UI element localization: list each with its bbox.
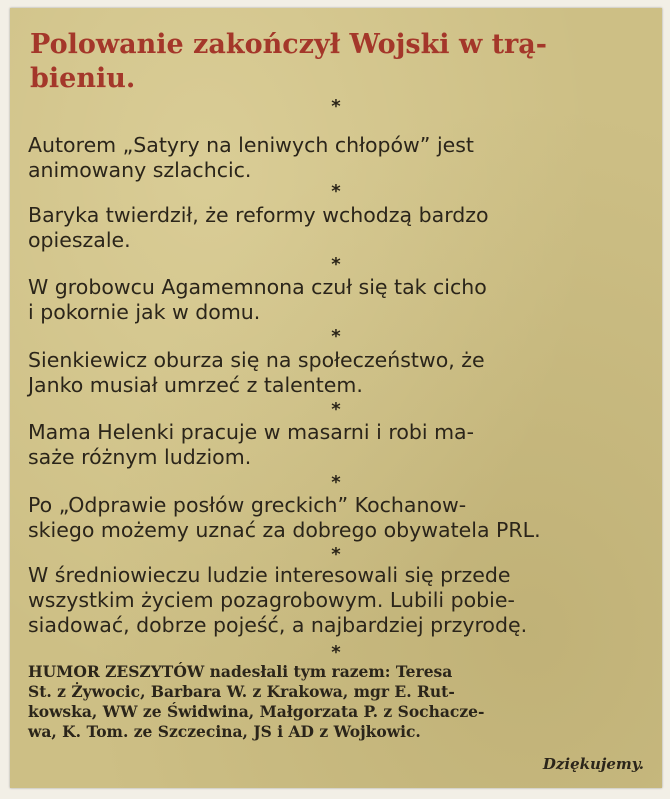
thanks-signoff: Dziękujemy.	[542, 755, 644, 773]
humor-entry-5: Mama Helenki pracuje w masarni i robi ma- saże różnym ludziom.	[28, 420, 475, 469]
asterisk-separator: *	[331, 326, 341, 347]
headline-line: bieniu.	[30, 63, 136, 94]
humor-entry-2: Baryka twierdził, że reformy wchodzą bardzo opieszale.	[28, 203, 489, 252]
asterisk-separator: *	[331, 96, 341, 117]
asterisk-separator: *	[331, 642, 341, 663]
headline	[30, 28, 650, 96]
asterisk-separator: *	[331, 544, 341, 565]
humor-entry-1: Autorem „Satyry na leniwych chłopów” jest animowany szlachcic.	[28, 133, 474, 182]
asterisk-separator: *	[331, 472, 341, 493]
asterisk-separator: *	[331, 399, 341, 420]
newspaper-clipping	[10, 8, 662, 788]
humor-entry-3: W grobowcu Agamemnona czuł się tak cicho i pokornie jak w domu.	[28, 275, 487, 324]
humor-entry-7: W średniowieczu ludzie interesowali się przede wszystkim życiem pozagrobowym. Lubili pobie- siadować, dobrze pojeść, a najbardziej przyrodę.	[28, 563, 528, 637]
asterisk-separator: *	[331, 181, 341, 202]
asterisk-separator: *	[331, 254, 341, 275]
credits-paragraph: HUMOR ZESZYTÓW nadesłali tym razem: Teresa St. z Żywocic, Barbara W. z Krakowa, mgr E. Rut- kowska, WW ze Świdwina, Małgorzata P. z Sochacze- wa, K. Tom. ze Szczecina, JS i AD z Wojkowic.	[28, 662, 485, 741]
headline-line: Polowanie zakończył Wojski w trą-	[30, 29, 547, 60]
humor-entry-4: Sienkiewicz oburza się na społeczeństwo, że Janko musiał umrzeć z talentem.	[28, 348, 485, 397]
humor-entry-6: Po „Odprawie posłów greckich” Kochanow- skiego możemy uznać za dobrego obywatela PRL.	[28, 493, 541, 542]
